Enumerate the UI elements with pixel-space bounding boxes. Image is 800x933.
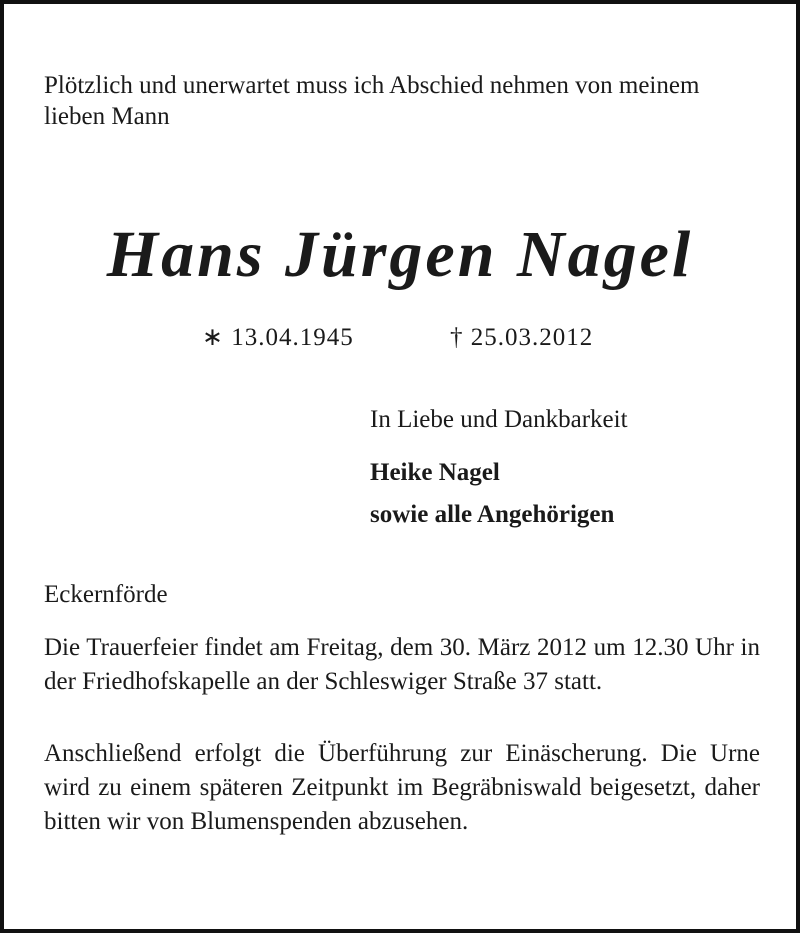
- birth-date: ∗ 13.04.1945: [202, 324, 354, 351]
- intro-text: Plötzlich und unerwartet muss ich Abschied nehmen von meinem lieben Mann: [44, 72, 700, 130]
- death-date: † 25.03.2012: [450, 324, 594, 351]
- mourner-relatives: sowie alle Angehörigen: [370, 501, 615, 528]
- place-name: Eckernförde: [44, 581, 168, 608]
- closing-phrase: In Liebe und Dankbarkeit: [370, 406, 628, 433]
- burial-info: Anschließend erfolgt die Überführung zur Einäscherung. Die Urne wird zu einem späteren Zeitpunkt im Begräbniswald beigesetzt, daher bitten wir von Blumenspenden abzusehen.: [44, 740, 760, 835]
- mourner-name: Heike Nagel: [370, 459, 500, 486]
- deceased-name: Hans Jürgen Nagel: [106, 218, 694, 291]
- funeral-service-info: Die Trauerfeier findet am Freitag, dem 30. März 2012 um 12.30 Uhr in der Friedhofskapelle an der Schleswiger Straße 37 statt.: [44, 634, 760, 695]
- signature-block: [370, 402, 770, 536]
